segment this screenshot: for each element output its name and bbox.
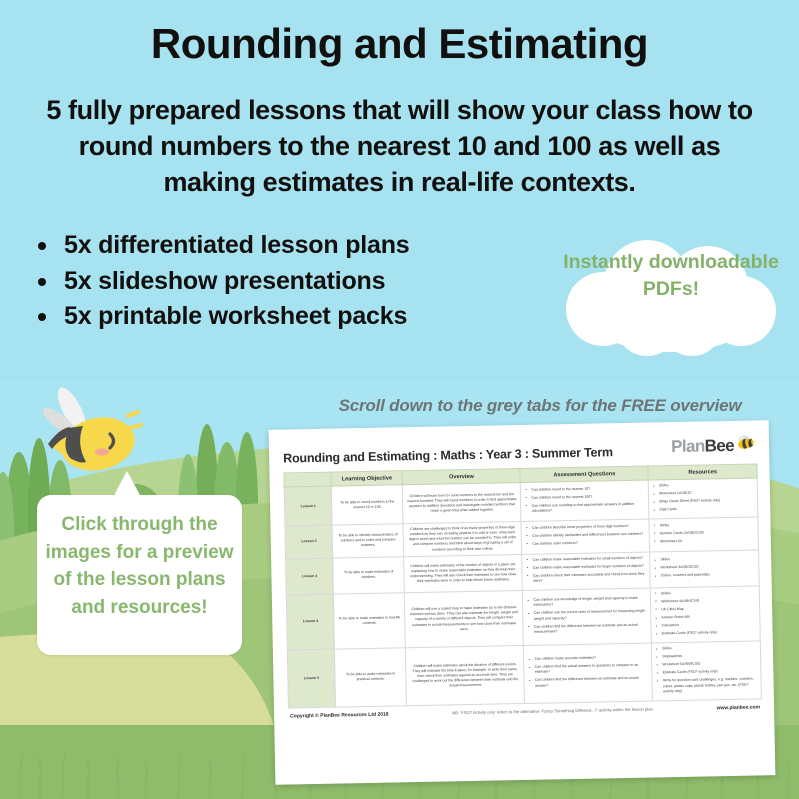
learning-objective-cell: To be able to make estimates of numbers.: [333, 556, 405, 594]
logo-text-bee: Bee: [704, 435, 735, 456]
learning-objective-cell: To be able to make estimates in practical contexts.: [335, 648, 407, 707]
column-header-blank: [284, 472, 332, 487]
column-header-questions: Assessment Questions: [520, 466, 648, 482]
column-header-objective: Learning Objective: [331, 471, 402, 486]
resources-cell: [648, 478, 758, 519]
resource-item: • Worksheet 5A/5B/5C/5D: [656, 661, 756, 668]
overview-cell: Children are challenged to think of as many properties of three-digit numbers as they can, including whether it is odd or even, what each digit is worth and what the number can be rounded to. They will order and compare numbers and think about ways of grouping a set of numbers according to their own criteria.: [403, 522, 522, 557]
overview-document-preview[interactable]: [269, 420, 776, 785]
cloud-badge: [560, 232, 782, 360]
resource-item: • Items for question card challenges, e.g. marbles, counters, cubes, plastic cups, plastic bottles, jam jars, etc. (FSD? activity only): [657, 677, 757, 694]
overview-cell: Children will use a scaled map to make estimates as to the distance between various cities. They can also estimate the length, weight and capacity of a variety of different objects. They will compare their estimates to actual measurements to see how close their estimates were.: [405, 590, 524, 648]
resource-item: • Digit Cards: [653, 506, 753, 513]
assessment-question-item: • Can children round to the nearest 100?: [525, 493, 644, 500]
resource-item: • UK Cities Map: [655, 605, 755, 612]
assessment-question-item: • Can children use the correct units of measurement for measuring length, weight and capacity?: [528, 609, 647, 621]
assessment-questions-cell: [521, 519, 649, 554]
assessment-questions-cell: [524, 643, 653, 703]
resource-item: • Worksheet 3A/3B/3C/3D: [655, 564, 755, 571]
preview-callout-text: Click through the images for a preview of the lesson plans and resources!: [45, 514, 234, 618]
resource-item: • Slides: [654, 556, 754, 563]
resources-cell: [650, 550, 759, 588]
list-item: 5x printable worksheet packs: [24, 299, 544, 335]
resource-item: • Number Cards 2A/2B/2C/2D: [654, 529, 754, 536]
column-header-overview: Overview: [402, 469, 520, 485]
scroll-hint: Scroll down to the grey tabs for the FREE overview: [338, 396, 742, 415]
preview-callout: [37, 495, 242, 655]
footer-note: NB: 'FSD? Activity only' refers to the alternative 'Fancy Something Different...?' activity within the lesson plan: [452, 706, 653, 716]
assessment-questions-cell: [523, 588, 652, 646]
cloud-badge-text: Instantly downloadable PDFs!: [563, 251, 779, 300]
assessment-question-item: • Can children check their estimates accurately and check how close they were?: [527, 571, 646, 583]
assessment-questions-cell: [522, 552, 650, 591]
resource-item: • Worksheet 1A/1B/1C: [653, 490, 753, 497]
lesson-overview-table: [283, 463, 761, 708]
feature-list: [24, 228, 544, 335]
resource-item: • Cubes, counters and paperclips: [655, 572, 755, 579]
page-subtitle: 5 fully prepared lessons that will show your class how to round numbers to the nearest 10 and 100 as well as making estimates in real-life contexts.: [46, 95, 753, 198]
resource-item: • Slides: [655, 589, 755, 596]
table-row: [286, 586, 760, 650]
resource-item: • Answer Sheet A/B: [655, 614, 755, 621]
resources-cell: [651, 641, 761, 701]
assessment-question-item: • Can children find the difference between an estimate and an actual measurement?: [528, 622, 647, 634]
learning-objective-cell: To be able to identify characteristics of numbers and to order and compare numbers.: [332, 524, 404, 558]
resource-item: • Slides: [654, 521, 754, 528]
lesson-label: Lesson 1: [284, 486, 332, 526]
logo-text-plan: Plan: [670, 436, 705, 457]
assessment-question-item: • Can children make reasonable estimates for small numbers of objects?: [527, 555, 646, 562]
resource-item: • Slides: [653, 482, 753, 489]
resources-cell: [649, 517, 758, 551]
resource-item: • Bingo Game Sheet (FSD? activity only): [653, 498, 753, 505]
assessment-question-item: • Can children find the actual answers to questions to compare to an estimate?: [529, 663, 648, 675]
resource-item: • Stopwatches: [656, 653, 756, 660]
overview-cell: Children will make estimates of the number of objects in a given set, explaining how to make reasonable estimates as they develop their understanding. They will also check their estimates to see how close their estimates were in order to help inform future estimates.: [404, 554, 523, 593]
assessment-question-item: • Can children identify similarities and differences between two numbers?: [526, 532, 645, 539]
document-header: [283, 434, 757, 465]
footer-copyright: Copyright © PlanBee Resources Ltd 2018: [290, 711, 389, 720]
document-title: Rounding and Estimating : Maths : Year 3 : Summer Term: [283, 445, 614, 466]
resource-item: • Worksheet 2A: [654, 537, 754, 544]
lesson-label: Lesson 2: [285, 525, 333, 558]
planbee-logo: [671, 434, 757, 458]
resource-item: • Calculators: [656, 622, 756, 629]
list-item: 5x differentiated lesson plans: [24, 228, 544, 264]
list-item: 5x slideshow presentations: [24, 264, 544, 300]
resource-item: • Worksheet 4A/4B/4C/4D: [655, 597, 755, 604]
assessment-question-item: • Can children describe some properties of three-digit numbers?: [526, 523, 645, 530]
assessment-question-item: • Can children use knowledge of length, weight and capacity to make estimations?: [527, 596, 646, 608]
column-header-resources: Resources: [648, 464, 757, 480]
assessment-questions-cell: [521, 480, 649, 522]
assessment-question-item: • Can children make reasonable estimates for larger numbers of objects?: [527, 563, 646, 570]
resource-item: • Estimate Cards (FSD? activity only): [657, 669, 757, 676]
assessment-question-item: • Can children use rounding to find approximate answers in addition calculations?: [526, 501, 645, 513]
table-body: [284, 478, 761, 708]
resource-item: • Slides: [656, 645, 756, 652]
page-title: Rounding and Estimating: [150, 20, 649, 67]
overview-cell: Children will make estimates about the duration of different events. They will estimate the time it takes, for example, to write their name, then check their estimates against an accurate time. They are challenged to work out the difference between their estimate and the actual measurement.: [406, 646, 525, 706]
overview-cell: Children will learn how to round numbers to the nearest ten and the nearest hundred. They will round numbers in order to find approximate answers to addition questions and investigate rounded numbers that reach a given total when added together.: [402, 483, 521, 525]
resource-item: • Estimate Cards (FSD? activity only): [656, 630, 756, 637]
cloud-puff: [664, 306, 720, 356]
learning-objective-cell: To be able to round numbers to the nearest 10 or 100.: [332, 485, 404, 526]
table-row: [287, 641, 761, 708]
assessment-question-item: • Can children make accurate estimates?: [529, 655, 648, 662]
lesson-label: Lesson 5: [287, 649, 335, 707]
lesson-label: Lesson 3: [286, 558, 334, 595]
logo-bee-icon: [735, 434, 757, 450]
assessment-question-item: • Can children find the difference between an estimate and an actual answer?: [529, 676, 648, 688]
learning-objective-cell: To be able to make estimates in real-life contexts.: [334, 593, 406, 650]
assessment-question-item: • Can children round to the nearest 10?: [525, 485, 644, 492]
footer-website: www.planbee.com: [716, 704, 761, 711]
lesson-label: Lesson 4: [286, 594, 334, 650]
assessment-question-item: • Can children order numbers?: [526, 540, 645, 547]
resources-cell: [650, 586, 760, 643]
